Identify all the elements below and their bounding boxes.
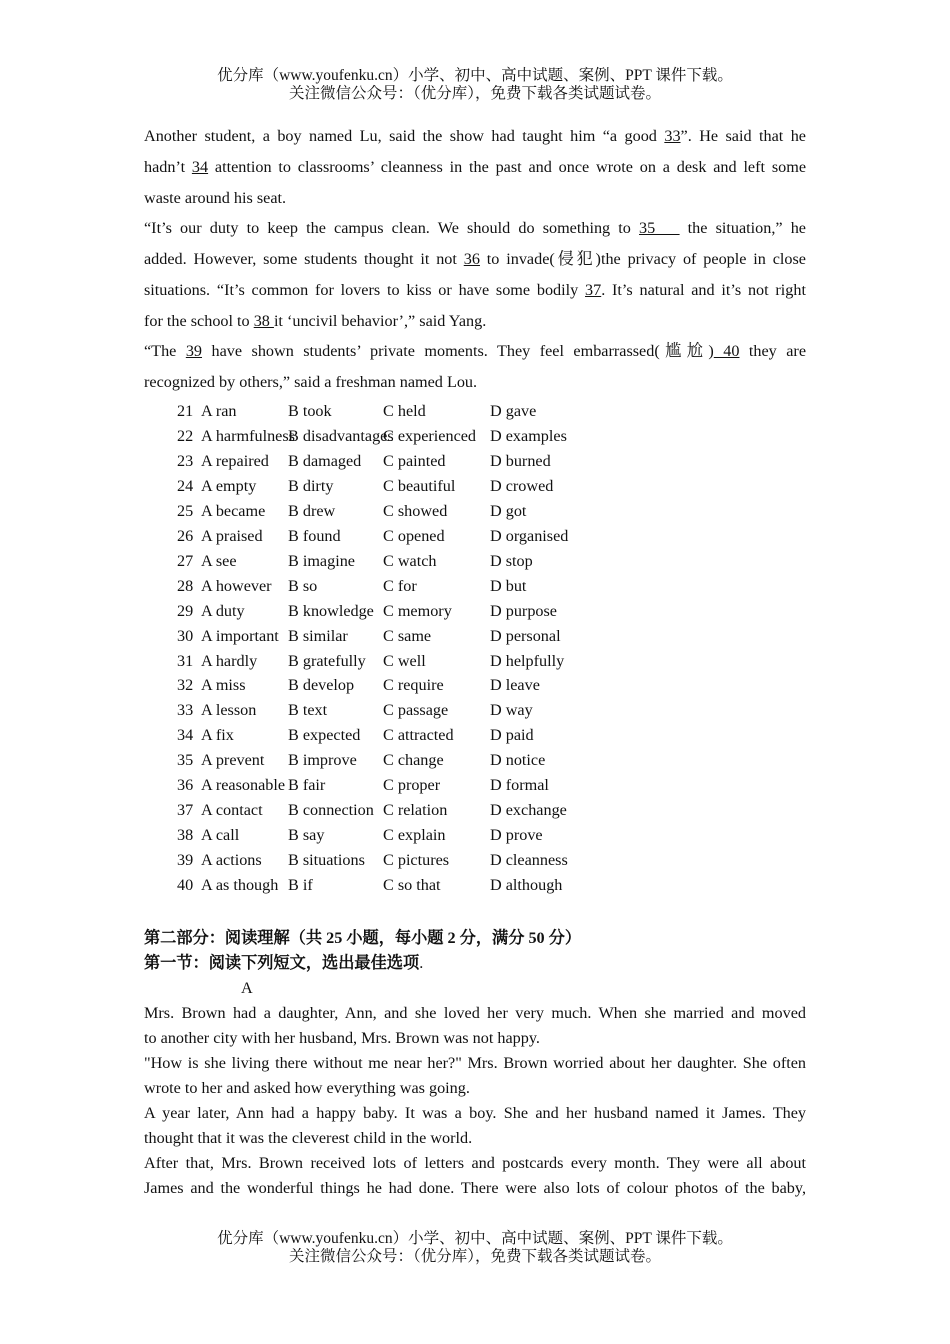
option-row bbox=[177, 848, 797, 873]
option-a: A became bbox=[201, 501, 266, 520]
option-d: D formal bbox=[490, 776, 549, 795]
option-b: B similar bbox=[288, 626, 348, 645]
option-c: C watch bbox=[383, 551, 437, 570]
option-b: B connection bbox=[288, 801, 374, 820]
option-c: C painted bbox=[383, 451, 446, 470]
option-d: D burned bbox=[490, 451, 551, 470]
option-d: D but bbox=[490, 576, 527, 595]
question-number: 40 bbox=[177, 876, 194, 895]
blank-37: 37 bbox=[585, 281, 602, 299]
option-b: B took bbox=[288, 402, 332, 420]
option-row bbox=[177, 424, 797, 449]
passage-paragraph-3 bbox=[144, 336, 806, 398]
option-row bbox=[177, 748, 797, 773]
text-line: situations. “It’s common for lovers to kiss or have some bodily 37. It’s natural and it’s not right bbox=[144, 281, 806, 299]
option-row bbox=[177, 524, 797, 549]
option-d: D gave bbox=[490, 402, 537, 420]
option-c: C change bbox=[383, 751, 444, 770]
option-b: B improve bbox=[288, 751, 357, 770]
option-row bbox=[177, 673, 797, 698]
option-b: B if bbox=[288, 876, 313, 895]
blank-36: 36 bbox=[463, 250, 480, 268]
option-a: A lesson bbox=[201, 701, 257, 720]
header-line-1: 优分库（www.youfenku.cn）小学、初中、高中试题、案例、PPT 课件下载。 bbox=[217, 67, 733, 84]
text-line: “It’s our duty to keep the campus clean. We should do something to 35___ the situation,” he bbox=[144, 219, 806, 237]
option-b: B damaged bbox=[288, 451, 362, 470]
option-b: B gratefully bbox=[288, 651, 366, 670]
option-d: D way bbox=[490, 701, 533, 720]
option-c: C for bbox=[383, 576, 417, 595]
question-number: 39 bbox=[177, 851, 194, 870]
option-row bbox=[177, 599, 797, 624]
text-line: "How is she living there without me near her?" Mrs. Brown worried about her daughter. She often bbox=[144, 1054, 806, 1072]
option-row bbox=[177, 649, 797, 674]
header-line-2: 关注微信公众号：（优分库），免费下载各类试题试卷。 bbox=[288, 85, 661, 102]
option-d: D leave bbox=[490, 676, 540, 695]
option-a: A call bbox=[201, 826, 240, 845]
text-line: A year later, Ann had a happy baby. It was a boy. She and her husband named it James. They bbox=[144, 1104, 806, 1122]
option-c: C explain bbox=[383, 826, 446, 845]
option-c: C same bbox=[383, 626, 432, 645]
option-row bbox=[177, 773, 797, 798]
option-d: D prove bbox=[490, 826, 543, 845]
footer-line-1: 优分库（www.youfenku.cn）小学、初中、高中试题、案例、PPT 课件下载。 bbox=[217, 1230, 733, 1247]
passage-paragraph-2 bbox=[144, 213, 806, 337]
passage-label: A bbox=[241, 979, 253, 997]
option-d: D organised bbox=[490, 526, 569, 545]
text-line: Another student, a boy named Lu, said the show had taught him “a good 33”. He said that he bbox=[144, 127, 806, 145]
footer-line-2: 关注微信公众号：（优分库），免费下载各类试题试卷。 bbox=[288, 1248, 661, 1265]
option-d: D cleanness bbox=[490, 851, 568, 870]
part2-title: 第二部分：阅读理解（共 25 小题，每小题 2 分，满分 50 分） bbox=[144, 929, 582, 947]
option-row bbox=[177, 823, 797, 848]
option-a: A empty bbox=[201, 476, 257, 495]
reading-paragraph bbox=[144, 1101, 806, 1151]
option-c: C attracted bbox=[383, 726, 454, 745]
option-c: C so that bbox=[383, 876, 441, 895]
question-number: 30 bbox=[177, 626, 194, 645]
option-a: A prevent bbox=[201, 751, 265, 770]
option-d: D crowed bbox=[490, 476, 554, 495]
option-a: A contact bbox=[201, 801, 263, 820]
option-a: A reasonable bbox=[201, 776, 286, 795]
option-c: C relation bbox=[383, 801, 448, 820]
option-a: A actions bbox=[201, 851, 262, 870]
text-line: “The 39 have shown students’ private moments. They feel embarrassed(尴尬) 40 they are bbox=[144, 342, 807, 360]
reading-paragraph bbox=[144, 1001, 806, 1051]
option-c: C showed bbox=[383, 501, 448, 520]
option-b: B situations bbox=[288, 851, 365, 870]
option-row bbox=[177, 449, 797, 474]
option-d: D examples bbox=[490, 426, 567, 445]
option-b: B knowledge bbox=[288, 601, 374, 620]
option-d: D although bbox=[490, 876, 563, 895]
option-b: B so bbox=[288, 576, 318, 595]
option-c: C well bbox=[383, 651, 426, 670]
option-c: C require bbox=[383, 676, 444, 695]
option-b: B disadvantages bbox=[288, 426, 394, 445]
question-number: 25 bbox=[177, 501, 194, 520]
question-number: 26 bbox=[177, 526, 194, 545]
option-a: A however bbox=[201, 576, 272, 595]
option-row bbox=[177, 624, 797, 649]
option-a: A see bbox=[201, 551, 237, 570]
option-row bbox=[177, 873, 797, 898]
option-a: A harmfulness bbox=[201, 426, 295, 445]
option-d: D helpfully bbox=[490, 651, 565, 670]
reading-paragraph bbox=[144, 1151, 806, 1201]
option-c: C opened bbox=[383, 526, 445, 545]
option-row bbox=[177, 549, 797, 574]
option-a: A repaired bbox=[201, 451, 269, 470]
blank-39: 39 bbox=[185, 342, 203, 360]
page-footer bbox=[0, 1230, 950, 1266]
text-line: recognized by others,” said a freshman named Lou. bbox=[144, 373, 478, 391]
option-d: D purpose bbox=[490, 601, 557, 620]
option-d: D personal bbox=[490, 626, 561, 645]
blank-34: 34 bbox=[191, 158, 209, 176]
option-row bbox=[177, 399, 797, 424]
option-b: B dirty bbox=[288, 476, 334, 495]
question-number: 28 bbox=[177, 576, 194, 595]
option-a: A hardly bbox=[201, 651, 258, 670]
text-line: Mrs. Brown had a daughter, Ann, and she loved her very much. When she married and moved bbox=[144, 1004, 806, 1022]
option-a: A duty bbox=[201, 601, 245, 620]
option-d: D notice bbox=[490, 751, 546, 770]
question-number: 21 bbox=[177, 402, 194, 420]
option-c: C experienced bbox=[383, 426, 477, 445]
blank-35: 35___ bbox=[639, 219, 680, 237]
blank-38: 38 bbox=[253, 312, 274, 330]
text-line: to another city with her husband, Mrs. Brown was not happy. bbox=[144, 1029, 540, 1047]
section1-title: 第一节：阅读下列短文，选出最佳选项. bbox=[144, 954, 424, 972]
text-line: added. However, some students thought it not 36 to invade(侵犯)the privacy of people in close bbox=[144, 250, 806, 268]
blank-33: 33 bbox=[664, 127, 681, 145]
option-c: C held bbox=[383, 402, 426, 420]
option-b: B found bbox=[288, 526, 341, 545]
option-b: B drew bbox=[288, 501, 336, 520]
option-d: D paid bbox=[490, 726, 534, 745]
question-number: 31 bbox=[177, 651, 194, 670]
question-number: 22 bbox=[177, 426, 194, 445]
option-c: C memory bbox=[383, 601, 452, 620]
option-row bbox=[177, 723, 797, 748]
question-number: 36 bbox=[177, 776, 194, 795]
option-a: A as though bbox=[201, 876, 279, 895]
question-number: 34 bbox=[177, 726, 194, 745]
option-d: D stop bbox=[490, 551, 533, 570]
option-b: B text bbox=[288, 701, 328, 720]
option-row bbox=[177, 698, 797, 723]
option-row bbox=[177, 574, 797, 599]
option-a: A praised bbox=[201, 526, 263, 545]
text-line: for the school to 38 it ‘uncivil behavior’,” said Yang. bbox=[144, 312, 487, 330]
text-line: After that, Mrs. Brown received lots of letters and postcards every month. They were all about bbox=[144, 1154, 806, 1172]
question-number: 29 bbox=[177, 601, 194, 620]
text-line: thought that it was the cleverest child in the world. bbox=[144, 1129, 473, 1147]
option-d: D got bbox=[490, 501, 527, 520]
option-row bbox=[177, 499, 797, 524]
question-number: 35 bbox=[177, 751, 194, 770]
question-number: 23 bbox=[177, 451, 194, 470]
option-b: B say bbox=[288, 826, 325, 845]
text-line: waste around his seat. bbox=[144, 189, 287, 207]
question-number: 33 bbox=[177, 701, 194, 720]
option-a: A ran bbox=[201, 402, 237, 420]
text-line: wrote to her and asked how everything was going. bbox=[144, 1079, 470, 1097]
option-c: C beautiful bbox=[383, 476, 456, 495]
question-number: 32 bbox=[177, 676, 194, 695]
option-c: C passage bbox=[383, 701, 449, 720]
option-c: C pictures bbox=[383, 851, 450, 870]
option-b: B imagine bbox=[288, 551, 355, 570]
option-a: A important bbox=[201, 626, 279, 645]
blank-40: 40 bbox=[713, 342, 740, 360]
page-header bbox=[0, 67, 950, 103]
question-number: 38 bbox=[177, 826, 194, 845]
question-number: 27 bbox=[177, 551, 194, 570]
option-row bbox=[177, 474, 797, 499]
option-row bbox=[177, 798, 797, 823]
text-line: James and the wonderful things he had done. There were also lots of colour photos of the baby, bbox=[144, 1179, 806, 1197]
option-b: B expected bbox=[288, 726, 361, 745]
option-c: C proper bbox=[383, 776, 441, 795]
question-number: 37 bbox=[177, 801, 194, 820]
option-b: B fair bbox=[288, 776, 326, 795]
reading-paragraph bbox=[144, 1051, 806, 1101]
option-a: A fix bbox=[201, 726, 234, 745]
text-line: hadn’t 34 attention to classrooms’ cleanness in the past and once wrote on a desk and left some bbox=[144, 158, 807, 176]
passage-paragraph-1 bbox=[144, 121, 806, 214]
option-b: B develop bbox=[288, 676, 355, 695]
option-a: A miss bbox=[201, 676, 246, 695]
question-number: 24 bbox=[177, 476, 194, 495]
option-d: D exchange bbox=[490, 801, 567, 820]
